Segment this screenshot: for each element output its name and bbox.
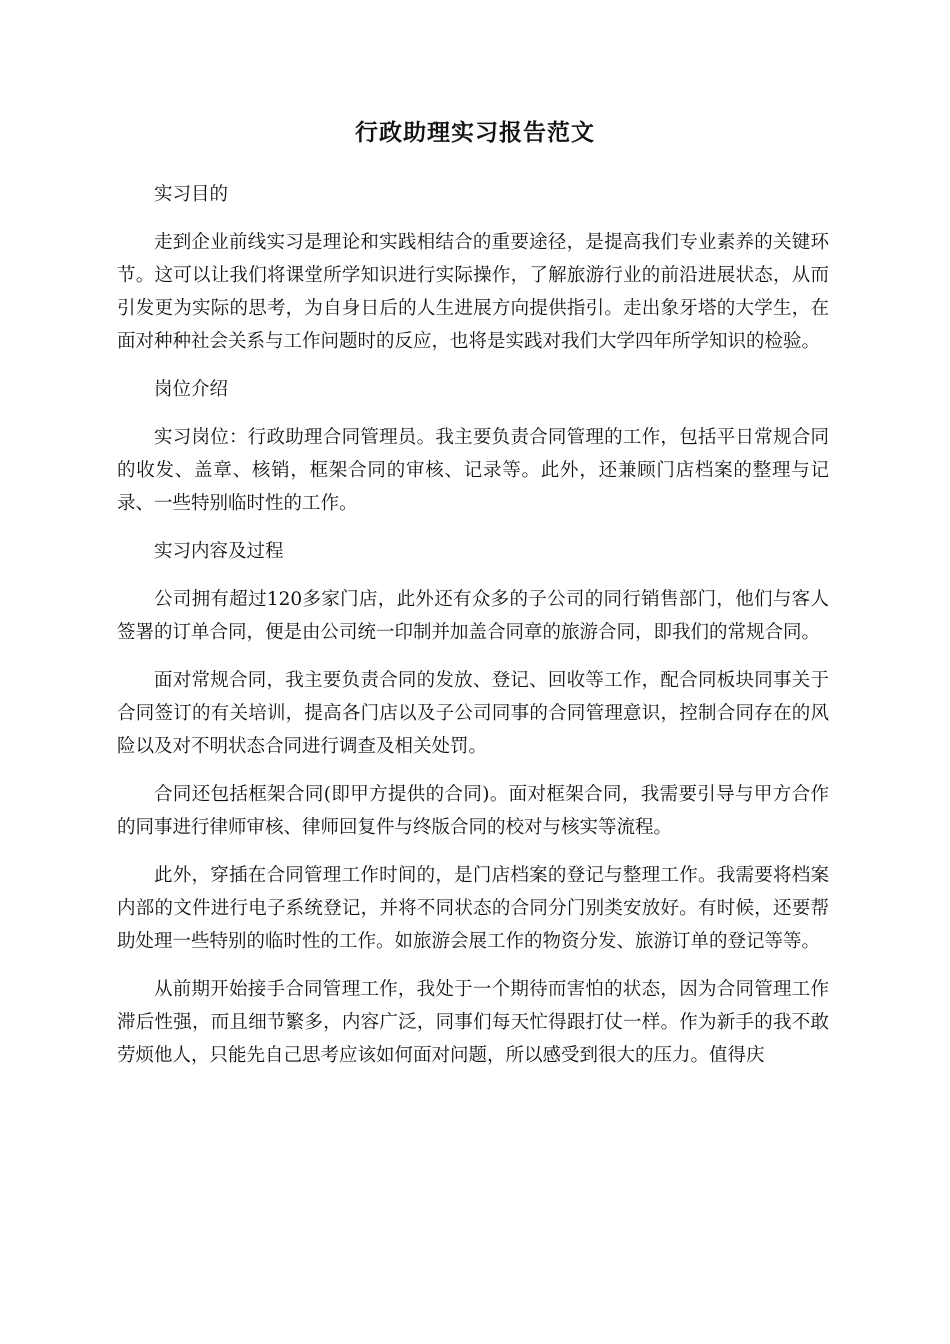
- paragraph-archives: 此外，穿插在合同管理工作时间的，是门店档案的登记与整理工作。我需要将档案内部的文件进行电子系统登记，并将不同状态的合同分门别类安放好。有时候，还要帮助处理一些特别的临时性的工作。如旅游会展工作的物资分发、旅游订单的登记等等。: [117, 865, 829, 952]
- paragraph-early-stage: 从前期开始接手合同管理工作，我处于一个期待而害怕的状态，因为合同管理工作滞后性强，而且细节繁多，内容广泛，同事们每天忙得跟打仗一样。作为新手的我不敢劳烦他人，只能先自己思考应该如何面对问题，所以感受到很大的压力。值得庆: [117, 979, 829, 1066]
- paragraph-position: 实习岗位：行政助理合同管理员。我主要负责合同管理的工作，包括平日常规合同的收发、盖章、核销，框架合同的审核、记录等。此外，还兼顾门店档案的整理与记录、一些特别临时性的工作。: [117, 427, 829, 514]
- document-title: 行政助理实习报告范文: [355, 119, 595, 146]
- paragraph-purpose: 走到企业前线实习是理论和实践相结合的重要途径，是提高我们专业素养的关键环节。这可以让我们将课堂所学知识进行实际操作，了解旅游行业的前沿进展状态，从而引发更为实际的思考，为自身日后的人生进展方向提供指引。走出象牙塔的大学生，在面对种种社会关系与工作问题时的反应，也将是实践对我们大学四年所学知识的检验。: [117, 232, 829, 352]
- paragraph-stores: 公司拥有超过120多家门店，此外还有众多的子公司的同行销售部门，他们与客人签署的订单合同，便是由公司统一印制并加盖合同章的旅游合同，即我们的常规合同。: [117, 589, 829, 643]
- section-heading-content: 实习内容及过程: [154, 541, 284, 562]
- section-heading-purpose: 实习目的: [154, 184, 229, 205]
- paragraph-framework-contracts: 合同还包括框架合同(即甲方提供的合同)。面对框架合同，我需要引导与甲方合作的同事进行律师审核、律师回复件与终版合同的校对与核实等流程。: [117, 784, 829, 838]
- paragraph-regular-contracts: 面对常规合同，我主要负责合同的发放、登记、回收等工作，配合同板块同事关于合同签订的有关培训，提高各门店以及子公司同事的合同管理意识，控制合同存在的风险以及对不明状态合同进行调查及相关处罚。: [117, 670, 829, 757]
- document-body: [117, 178, 829, 1087]
- section-heading-position: 岗位介绍: [154, 379, 229, 400]
